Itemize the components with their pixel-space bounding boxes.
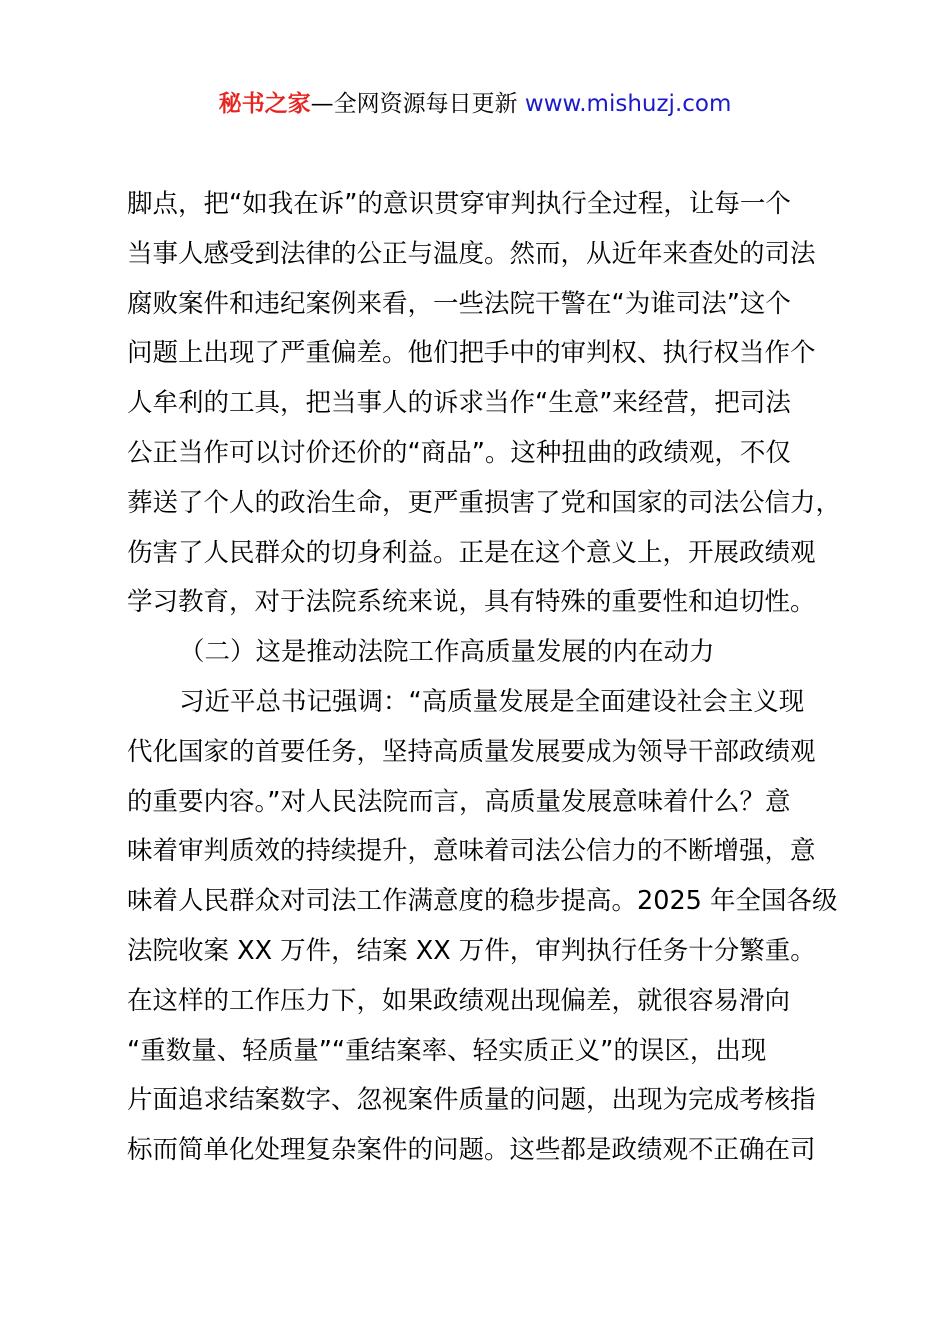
text-line: 当事人感受到法律的公正与温度。然而，从近年来查处的司法 [127, 238, 816, 269]
text-line: 问题上出现了严重偏差。他们把手中的审判权、执行权当作个 [127, 338, 816, 369]
text-line: 伤害了人民群众的切身利益。正是在这个意义上，开展政绩观 [127, 537, 816, 568]
text-line: 片面追求结案数字、忽视案件质量的问题，出现为完成考核指 [127, 1085, 816, 1116]
header-url-link[interactable]: www.mishuzj.com [524, 91, 732, 117]
text-line: 葬送了个人的政治生命，更严重损害了党和国家的司法公信力， [127, 487, 842, 518]
text-line: 公正当作可以讨价还价的“商品”。这种扭曲的政绩观，不仅 [127, 437, 791, 468]
text-line: 人牟利的工具，把当事人的诉求当作“生意”来经营，把司法 [127, 388, 791, 419]
header-tagline: —全网资源每日更新 [310, 91, 518, 117]
text-line: 脚点，把“如我在诉”的意识贯穿审判执行全过程，让每一个 [127, 189, 791, 219]
text-line: 学习教育，对于法院系统来说，具有特殊的重要性和迫切性。 [127, 587, 816, 618]
text-line: 代化国家的首要任务，坚持高质量发展要成为领导干部政绩观 [127, 736, 816, 767]
paragraph-first-line: 习近平总书记强调：“高质量发展是全面建设社会主义现 [179, 686, 805, 717]
text-line: 在这样的工作压力下，如果政绩观出现偏差，就很容易滑向 [127, 985, 791, 1016]
text-line: 法院收案 XX 万件，结案 XX 万件，审判执行任务十分繁重。 [127, 935, 816, 966]
document-body [127, 180, 842, 1176]
text-line: 腐败案件和违纪案例来看，一些法院干警在“为谁司法”这个 [127, 288, 791, 319]
text-line: 的重要内容。”对人民法院而言，高质量发展意味着什么？意 [127, 786, 791, 817]
watermark-header [0, 88, 950, 120]
text-line: 味着人民群众对司法工作满意度的稳步提高。2025 年全国各级 [127, 886, 838, 917]
text-line: 味着审判质效的持续提升，意味着司法公信力的不断增强，意 [127, 836, 816, 867]
section-heading: （二）这是推动法院工作高质量发展的内在动力 [179, 637, 715, 668]
text-line: 标而简单化处理复杂案件的问题。这些都是政绩观不正确在司 [127, 1135, 816, 1166]
text-line: “重数量、轻质量”“重结案率、轻实质正义”的误区，出现 [127, 1035, 767, 1066]
brand-name: 秘书之家 [218, 91, 311, 117]
